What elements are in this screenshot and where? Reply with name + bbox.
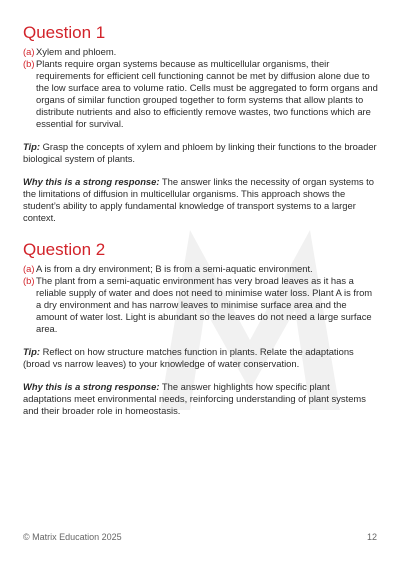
question-2-title: Question 2	[23, 240, 106, 259]
answer-text: Xylem and phloem.	[36, 46, 117, 57]
question-2-section	[23, 240, 378, 417]
page-footer	[23, 532, 377, 542]
question-2-part-b	[23, 275, 378, 335]
part-letter: (a)	[23, 46, 35, 57]
question-1-tip	[23, 141, 378, 165]
question-1-strong-response	[23, 176, 378, 224]
page-content	[23, 23, 378, 417]
answer-text: The plant from a semi-aquatic environment has very broad leaves as it has a reliable supply of water and does not need to minimise water loss. Plant A is from a dry environment and has narrow leaves to minimise surface area and the amount of water lost. Light is abundant so the leaves do not need a large surface area.	[36, 275, 373, 334]
strong-response-label: Why this is a strong response:	[23, 381, 160, 392]
question-2-strong-response	[23, 381, 378, 417]
tip-text: Reflect on how structure matches function in plants. Relate the adaptations (broad vs narrow leaves) to your knowledge of water conservation.	[23, 346, 354, 369]
answer-text: Plants require organ systems because as multicellular organisms, their requirements for efficient cell functioning cannot be met by diffusion alone due to the low surface area to volume ratio. Cells must be aggregated to form organs and organs of similar function grouped together to form systems that allow plants to distribute nutrients and also to efficiently remove wastes, two functions which are essential for survival.	[36, 58, 378, 129]
part-letter: (b)	[23, 275, 35, 286]
question-1-section	[23, 23, 378, 224]
question-1-title: Question 1	[23, 23, 106, 42]
question-1-part-a	[23, 46, 378, 58]
part-letter: (b)	[23, 58, 35, 69]
question-2-part-a	[23, 263, 378, 275]
question-1-part-b	[23, 58, 378, 130]
tip-label: Tip:	[23, 141, 41, 152]
strong-response-text: The answer highlights how specific plant adaptations meet environmental needs, reinforcing understanding of plant systems and their broader role in homeostasis.	[23, 381, 366, 416]
part-letter: (a)	[23, 263, 35, 274]
answer-text: A is from a dry environment; B is from a semi-aquatic environment.	[36, 263, 313, 274]
tip-label: Tip:	[23, 346, 41, 357]
copyright-text: © Matrix Education 2025	[23, 532, 122, 542]
strong-response-label: Why this is a strong response:	[23, 176, 160, 187]
question-2-tip	[23, 346, 378, 370]
tip-text: Grasp the concepts of xylem and phloem by linking their functions to the broader biological system of plants.	[23, 141, 377, 164]
page-number: 12	[366, 532, 377, 542]
strong-response-text: The answer links the necessity of organ systems to the limitations of diffusion in multicellular organisms. This approach shows the student’s ability to apply fundamental knowledge of transport systems to a larger context.	[23, 176, 374, 223]
